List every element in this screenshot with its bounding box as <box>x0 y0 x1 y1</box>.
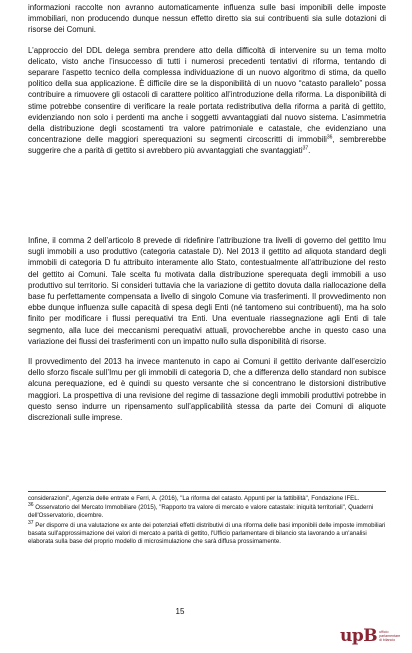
logo-text-line-1: ufficio <box>379 630 389 634</box>
paragraph-2 <box>28 45 386 157</box>
page-number: 15 <box>175 607 185 616</box>
footnote-ref-37[interactable]: 37 <box>302 145 309 152</box>
logo-text-line-2: parlamentare <box>379 634 401 638</box>
footnote-36-number: 36 <box>28 502 34 509</box>
footnote-continuation: considerazioni", Agenzia delle entrate e Ferri, A. (2016), "La riforma del catasto. Appunti per la fattibilità", Fondazione IFEL. <box>28 495 360 502</box>
logo-mark: upB <box>340 626 378 646</box>
footnote-37-text: Per disporre di una valutazione ex ante dei potenziali effetti distributivi di una riforma delle basi imponibili delle imposte immobiliari basata sull'approssimazione dei valori di mercato a parità di gettito, l'Ufficio parlamentare di bilancio sta lavorando a un'analisi elaborata sulla base del proprio modello di microsimulazione che sarà diffusa prossimamente. <box>28 521 386 546</box>
paragraph-2-end: . <box>308 146 311 156</box>
paragraph-3: Infine, il comma 2 dell’articolo 8 prevede di ridefinire l’attribuzione tra livelli di governo del gettito Imu sugli immobili a uso produttivo (categoria catastale D). Nel 2013 il gettito ad aliquota standard degli immobili di categoria D fu attribuito interamente allo Stato, contestualmente all’attribuzione del resto del gettito ai Comuni. Tale scelta fu motivata dalla distribuzione sperequata degli immobili a uso produttivo sul territorio. Si consideri tuttavia che la variazione di gettito dovuta dalla riallocazione della base fu perfettamente compensata a livello di singolo Comune via trasferimenti. Il provvedimento non ebbe dunque influenza sulle capacità di spesa degli Enti (né tantomeno sui contribuenti), ma ha solo finito per modificare i flussi perequativi tra Enti. Una eventuale riassegnazione agli Enti di tale segmento, alla luce dei meccanismi perequativi attuali, provocherebbe anche in questo caso una variazione dei flussi dei trasferimenti con un impatto nullo sulla disponibilità di risorse. <box>28 236 386 346</box>
footnote-divider <box>28 491 386 492</box>
logo-text <box>379 630 403 642</box>
paragraph-2-text: L’approccio del DDL delega sembra prendere atto della difficoltà di intervenire su un tema molto delicato, visto anche l’insuccesso di tutti i numerosi precedenti tentativi di riforma, tentando di separare l’aspetto tecnico della complessa individuazione di un nuovo algoritmo di stima, da quello politico della sua applicazione. È difficile dire se la disponibilità di un nuovo “catasto parallelo” possa contribuire a rimuovere gli ostacoli di carattere politico all’introduzione della riforma. La disponibilità di stime potrebbe consentire di verificare la reale portata redistributiva della riforma a parità di gettito, evidenziando non solo i perdenti ma anche i soggetti avvantaggiati dal nuovo sistema. L’asimmetria della distribuzione degli scostamenti tra valore patrimoniale e catastale, che evidenziano una concentrazione delle maggiori sperequazioni su segmenti circoscritti di immobili <box>28 45 386 145</box>
footnote-36-text: Osservatorio del Mercato Immobiliare (2015), "Rapporto tra valore di mercato e valore catastale: iniquità territoriali", Quaderni dell'Osservatorio, dicembre. <box>28 504 374 520</box>
body-text <box>28 2 386 166</box>
paragraph-4: Il provvedimento del 2013 ha invece mantenuto in capo ai Comuni il gettito derivante dall’esercizio dello sforzo fiscale sull’Imu per gli immobili di categoria D, che a differenza dello standard non subisce alcuna perequazione, ed è quindi su questo versante che si concentrano le distorsioni distributive maggiori. La prospettiva di una revisione del regime di tassazione degli immobili produttivi potrebbe in questo senso indurre un ripensamento sull’applicabilità stessa da parte dei Comuni di aliquote discrezionali sulle imprese. <box>28 357 386 423</box>
footnotes-section <box>28 491 386 547</box>
paragraph-2-mid: , sembrerebbe suggerire che a parità di gettito si avrebbero più avvantaggiati che svantaggiati <box>28 135 386 156</box>
footnote-ref-36[interactable]: 36 <box>326 134 333 141</box>
upb-logo <box>340 626 403 646</box>
footnote-37-number: 37 <box>28 519 34 526</box>
paragraph-1: informazioni raccolte non avranno automaticamente influenza sulle basi imponibili delle imposte immobiliari, non producendo dunque nessun effetto diretto sia sui contribuenti sia sulle dotazioni di risorse dei Comuni. <box>28 3 386 35</box>
body-text-continued <box>28 235 386 432</box>
footnote-37 <box>28 519 386 547</box>
logo-text-line-3: di bilancio <box>379 638 396 642</box>
footnote-36 <box>28 504 386 520</box>
